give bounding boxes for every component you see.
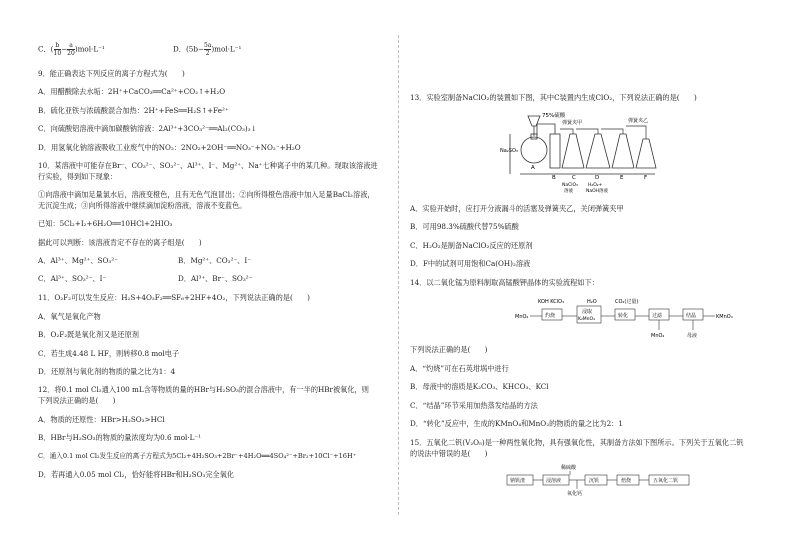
minus-sign: − <box>61 44 68 54</box>
step-2-label: 浸溶液 <box>546 478 562 484</box>
question-14: 14．以二氧化锰为原料制取高锰酸钾晶体的实验流程如下： <box>410 278 599 287</box>
column-divider <box>398 35 399 515</box>
option-label: C．( <box>38 44 54 54</box>
step-filter-label: 过滤 <box>652 313 663 319</box>
co2-label: CO₂(过量) <box>615 299 639 305</box>
q11-option-d: D．还原剂与氧化剂的物质的量之比为1：4 <box>38 367 176 376</box>
unit: )mol·L⁻¹ <box>211 44 242 54</box>
q14-option-d: D．“转化”反应中，生成的KMnO₄和MnO₂的物质的量之比为2：1 <box>410 419 623 428</box>
q12-option-b: B．HBr与H₂SO₃的物质的量浓度均为0.6 mol·L⁻¹ <box>38 433 202 442</box>
label-e: E <box>620 175 624 181</box>
q11-option-c: C．若生成4.48 L HF，则转移0.8 mol电子 <box>38 349 180 358</box>
label-b: B <box>552 175 556 181</box>
fraction <box>67 42 75 57</box>
separatory-funnel <box>528 116 540 126</box>
label-d: D <box>595 175 600 181</box>
question-10-line-4: 无沉淀生成；③向所得溶液中继续滴加淀粉溶液，溶液不变蓝色。 <box>38 201 247 210</box>
byproduct-mno2: MnO₂ <box>651 333 665 339</box>
solution-c-label-2: 溶液 <box>564 189 573 194</box>
q14-option-c: C．“结晶”环节采用加热蒸发结晶的方法 <box>410 401 538 410</box>
question-10-line-3: ①向溶液中滴加足量氯水后，溶液变橙色，且有无色气泡冒出；②向所得橙色溶液中加入足量BaCl₂溶液， <box>38 190 375 199</box>
q9-option-c: C．向硫酸铝溶液中滴加碳酸钠溶液：2Al³⁺+3CO₃²⁻══Al₂(CO₃)₃↓ <box>38 124 257 133</box>
question-15-line-2: 的说法中错误的是( ) <box>410 449 488 458</box>
q10-option-c: C．Al³⁺、SO₃²⁻、I⁻ <box>38 274 107 283</box>
solution-d-label: H₂O₂+ <box>588 183 603 188</box>
reagent-top-label: 稀硫酸 <box>561 465 577 471</box>
step-4-label: 焙烧 <box>621 478 632 484</box>
water-label: H₂O <box>587 299 597 305</box>
numerator: 5a <box>203 42 212 49</box>
flask-a <box>521 137 547 163</box>
question-10-line-1: 10．某溶液中可能存在Br⁻、CO₃²⁻、SO₃²⁻、Al³⁺、I⁻、Mg²⁺、Na⁺七种离子中的某几种。现取该溶液进 <box>38 161 378 170</box>
question-13: 13．实验室制备NaClO₂的装置如下图，其中C装置内生成ClO₂，下列说法正确的是( ) <box>410 93 697 102</box>
q9-option-d: D．用氢氧化钠溶液吸收工业废气中的NO₂：2NO₂+2OH⁻══NO₃⁻+NO₂⁻+H₂O <box>38 143 301 152</box>
step-3-label: 沉钒 <box>589 478 600 484</box>
step-leach-label: 浸取 <box>582 309 593 315</box>
unit: )mol·L⁻¹ <box>74 44 105 54</box>
question-12-line-2: 下列说法正确的是( ) <box>38 396 116 405</box>
numerator: a <box>67 42 75 50</box>
option-label: D．(5b− <box>173 44 204 54</box>
q13-option-b: B．可用98.3%硫酸代替75%硫酸 <box>410 222 519 231</box>
step-1-label: 钠钒渣 <box>510 478 526 484</box>
flask-d <box>586 134 610 168</box>
question-10-line-2: 行实验，得到如下现象： <box>38 172 118 181</box>
q10-option-b: B．Mg²⁺、CO₃²⁻、I⁻ <box>178 256 252 265</box>
question-12-line-1: 12．将0.1 mol Cl₂通入100 mL含等物质的量的HBr与H₂SO₃的混合溶液中，有一半的HBr被氧化，则 <box>38 385 369 394</box>
q13-option-c: C．H₂O₂是制备NaClO₂反应的还原剂 <box>410 241 533 250</box>
acid-label: 75%硫酸 <box>542 113 566 119</box>
solution-d-label-2: NaOH溶液 <box>586 189 609 194</box>
q13-option-a: A．实验开始时，应打开分液漏斗的活塞及弹簧夹乙，关闭弹簧夹甲 <box>410 204 624 213</box>
solid-label: Na₂SO₃ <box>500 148 518 154</box>
q13-option-d: D．F中的试剂可用饱和Ca(OH)₂溶液 <box>410 259 531 268</box>
flask-f <box>636 139 656 168</box>
q12-option-d: D．若再通入0.05 mol Cl₂，恰好能将HBr和H₂SO₃完全氧化 <box>38 470 235 479</box>
numerator: b <box>55 42 60 49</box>
reagents-label: KOH KClO₃ <box>538 299 565 305</box>
q11-option-a: A．氧气是氧化产物 <box>38 312 101 321</box>
q9-option-a: A．用醋酸除去水垢：2H⁺+CaCO₃══Ca²⁺+CO₂↑+H₂O <box>38 87 226 96</box>
q12-option-a: A．物质的还原性：HBr>H₂SO₃>HCl <box>38 415 165 424</box>
question-11: 11．O₂F₂可以发生反应：H₂S+4O₂F₂══SF₆+2HF+4O₂，下列说法正确的是( ) <box>38 293 310 302</box>
step-burn-label: 灼烧 <box>545 313 556 319</box>
step-5-label: 五氧化二钒 <box>653 478 679 484</box>
fraction <box>54 42 62 57</box>
clip-b-label: 弹簧夹乙 <box>628 118 649 124</box>
label-a: A <box>531 165 535 171</box>
label-f: F <box>644 175 648 181</box>
flask-c <box>562 134 584 168</box>
q12-option-c: C．通入0.1 mol Cl₂发生反应的离子方程式为5Cl₂+4H₂SO₃+2Br⁻+4H₂O══4SO₄²⁻+Br₂+10Cl⁻+16H⁺ <box>38 452 357 460</box>
denominator: 10 <box>53 50 62 57</box>
q10-option-a: A．Al³⁺、Mg²⁺、SO₃²⁻ <box>38 256 118 265</box>
solution-c-label: NaClO₃ <box>562 183 578 188</box>
question-9: 9．能正确表达下列反应的离子方程式为( ) <box>38 69 185 78</box>
bottle-b <box>550 134 560 168</box>
question-10-stem: 据此可以判断：该溶液肯定不存在的离子组是( ) <box>38 238 202 247</box>
question-10-known: 已知：5Cl₂+I₂+6H₂O══10HCl+2HIO₃ <box>38 219 173 228</box>
question-14-stem: 下列说法正确的是( ) <box>410 345 488 354</box>
q8-option-d <box>173 42 241 57</box>
start-material: MnO₂ <box>515 314 529 320</box>
byproduct-mother-liquor: 母液 <box>687 333 698 339</box>
step-crystallize-label: 结晶 <box>686 313 697 319</box>
v2o5-flow-diagram <box>505 462 695 498</box>
q8-option-c <box>38 42 105 57</box>
kmno4-flow-diagram <box>515 294 745 340</box>
q11-option-b: B．O₂F₂既是氧化剂又是还原剂 <box>38 330 139 339</box>
q14-option-a: A．“灼烧”可在石英坩埚中进行 <box>410 364 509 373</box>
step-leach-sub: K₂MnO₄ <box>578 317 595 322</box>
apparatus-diagram <box>500 104 670 194</box>
clip-a-label: 弹簧夹甲 <box>562 120 583 126</box>
denominator: 2 <box>205 50 210 57</box>
reagent-bottom-label: 氧化钙 <box>567 491 583 497</box>
q10-option-d: D．Al³⁺、Br⁻、SO₃²⁻ <box>178 274 253 283</box>
label-c: C <box>572 175 576 181</box>
step-convert-label: 转化 <box>618 313 629 319</box>
question-15-line-1: 15．五氧化二钒(V₂O₅)是一种两性氧化物，具有强氧化性，其制备方法如下图所示。下列关于五氧化二钒 <box>410 438 744 447</box>
q9-option-b: B．硫化亚铁与浓硫酸混合加热：2H⁺+FeS══H₂S↑+Fe²⁺ <box>38 106 229 115</box>
denominator: 20 <box>67 50 75 57</box>
product-label: KMnO₄ <box>716 314 733 320</box>
flask-e <box>612 134 634 168</box>
q14-option-b: B．母液中的溶质是K₂CO₃、KHCO₃、KCl <box>410 382 549 391</box>
